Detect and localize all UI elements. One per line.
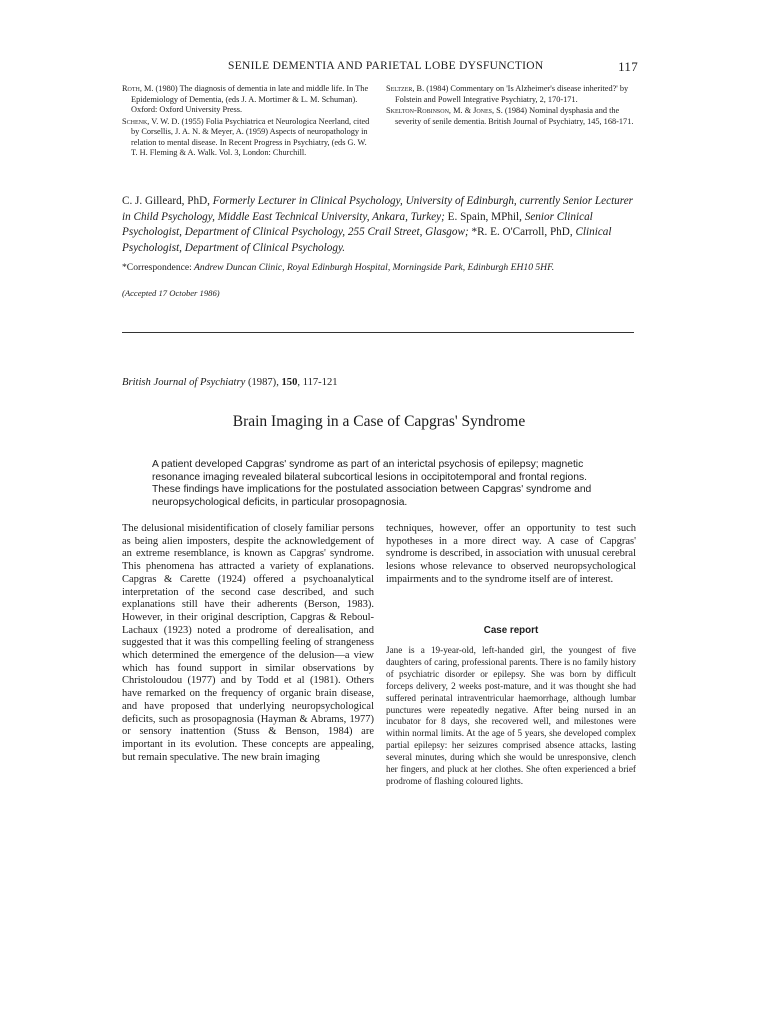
body-text-right-column — [386, 523, 636, 587]
author-name: C. J. Gilleard, PhD, — [122, 195, 210, 207]
reference-entry — [386, 106, 636, 127]
case-report-heading: Case report — [483, 625, 539, 636]
references-left-column — [122, 84, 372, 160]
author-name: E. Spain, MPhil, — [444, 210, 522, 223]
reference-entry — [122, 84, 372, 116]
reference-author: Skelton-Robinson, M. & Jones, S. — [386, 106, 503, 115]
case-report-text — [386, 645, 636, 788]
author-affiliations — [122, 194, 636, 256]
article-abstract: A patient developed Capgras' syndrome as part of an interictal psychosis of epilepsy; magnetic resonance imaging revealed bilateral subcortical lesions in occipitotemporal and frontal regions. These findings have implications for the postulated association between Capgras' syndrome and neuropsychological deficits, in particular prosopagnosia. — [152, 459, 592, 508]
citation-pages: , 117-121 — [297, 377, 338, 388]
reference-text: (1984) Commentary on 'Is Alzheimer's disease inherited?' by Folstein and Powell Integrative Psychiatry, 2, 170-171. — [395, 84, 629, 104]
reference-entry — [122, 117, 372, 159]
reference-author: Schenk, V. W. D. — [122, 116, 180, 126]
section-divider — [122, 332, 634, 333]
reference-author: Roth, M. — [122, 84, 154, 93]
reference-text: (1984) Nominal dysphasia and the severity of senile dementia. British Journal of Psychiatry, 145, 168-171. — [395, 106, 634, 126]
page-number: 117 — [618, 59, 638, 74]
author-role: Senior Clinical Psychologist, Department of Clinical Psychology, 255 Crail Street, Glasgow; — [122, 210, 593, 238]
body-text-left-column — [122, 523, 374, 764]
citation-year: (1987), — [245, 377, 282, 388]
body-paragraph: Jane is a 19-year-old, left-handed girl, the youngest of five daughters of caring, professional parents. There is no family history of psychiatric disorder or epilepsy. She was born by difficult forceps delivery, 2 weeks post-mature, and it was thought she had suffered perinatal intraventricular haemorrhage, although lumbar punctures were repeatedly negative. After being nursed in an incubator for 8 days, she recovered well, and milestones were within normal limits. At the age of 5 years, she developed complex partial epilepsy: her seizures comprised absence attacks, lasting several minutes, during which she would be unresponsive, clench her fingers, and pluck at her clothes. She often experienced a brief prodrome of flashing coloured lights. — [386, 645, 636, 786]
correspondence-note — [122, 262, 636, 274]
accepted-date: (Accepted 17 October 1986) — [122, 288, 220, 298]
body-paragraph: The delusional misidentification of closely familiar persons as being alien imposters, despite the acknowledgement of an extreme resemblance, is known as Capgras' syndrome. This phenomena has attracted a variety of explanations. Capgras & Carette (1924) offered a psychoanalytical interpretation of the second case described, and such explanations still have their adherents (Berson, 1983). However, in their original description, Capgras & Reboul-Lachaux (1923) noted a prodrome of derealisation, and suggested that it was this compelling feeling of strangeness which determined the emergence of the delusion—a view which has found support in similar observations by Christoloudou (1977) and by Todd et al (1981). Others have remarked on the frequency of organic brain disease, and have proposed that underlying neuropsychological deficits, such as prosopagnosia (Hayman & Abrams, 1977) or sensory inattention (Stuss & Benson, 1984) are important in its evolution. These concepts are appealing, but remain speculative. The new brain imaging — [122, 523, 374, 763]
reference-entry — [386, 84, 636, 105]
body-paragraph: techniques, however, offer an opportunity to test such hypotheses in a more direct way. A case of Capgras' syndrome is described, in association with unusual cerebral lesions whose relevance to observed neuropsychological impairments and to the syndrome itself are of interest. — [386, 523, 636, 585]
reference-text: (1955) Folia Psychiatrica et Neurologica Neerland, cited by Corsellis, J. A. N. & Meyer, A. (1959) Aspects of neuropathology in relation to mental disease. In Recent Progress in Psychiatry, (eds G. W. T. H. Fleming & A. Walk. Vol. 3, London: Churchill. — [131, 116, 370, 157]
author-role: Clinical Psychologist, Department of Clinical Psychology. — [122, 226, 612, 254]
correspondence-address: Andrew Duncan Clinic, Royal Edinburgh Hospital, Morningside Park, Edinburgh EH10 5HF. — [191, 262, 555, 273]
citation-volume: 150 — [281, 377, 298, 388]
article-title: Brain Imaging in a Case of Capgras' Syndrome — [232, 413, 526, 430]
journal-name: British Journal of Psychiatry — [122, 377, 246, 388]
correspondence-label: *Correspondence: — [122, 262, 192, 273]
author-name: *R. E. O'Carroll, PhD, — [468, 226, 573, 238]
reference-author: Seltzer, B. — [386, 84, 425, 93]
reference-text: (1980) The diagnosis of dementia in late and middle life. In The Epidemiology of Dementia, (eds J. A. Mortimer & L. M. Schuman). Oxford: Oxford University Press. — [131, 84, 369, 114]
author-role: Formerly Lecturer in Clinical Psychology, University of Edinburgh, currently Senior Lecturer in Child Psychology, Middle East Technical University, Ankara, Turkey; — [122, 195, 634, 223]
journal-citation — [122, 377, 636, 388]
running-head-title: SENILE DEMENTIA AND PARIETAL LOBE DYSFUNCTION — [228, 60, 544, 72]
references-right-column — [386, 84, 636, 128]
